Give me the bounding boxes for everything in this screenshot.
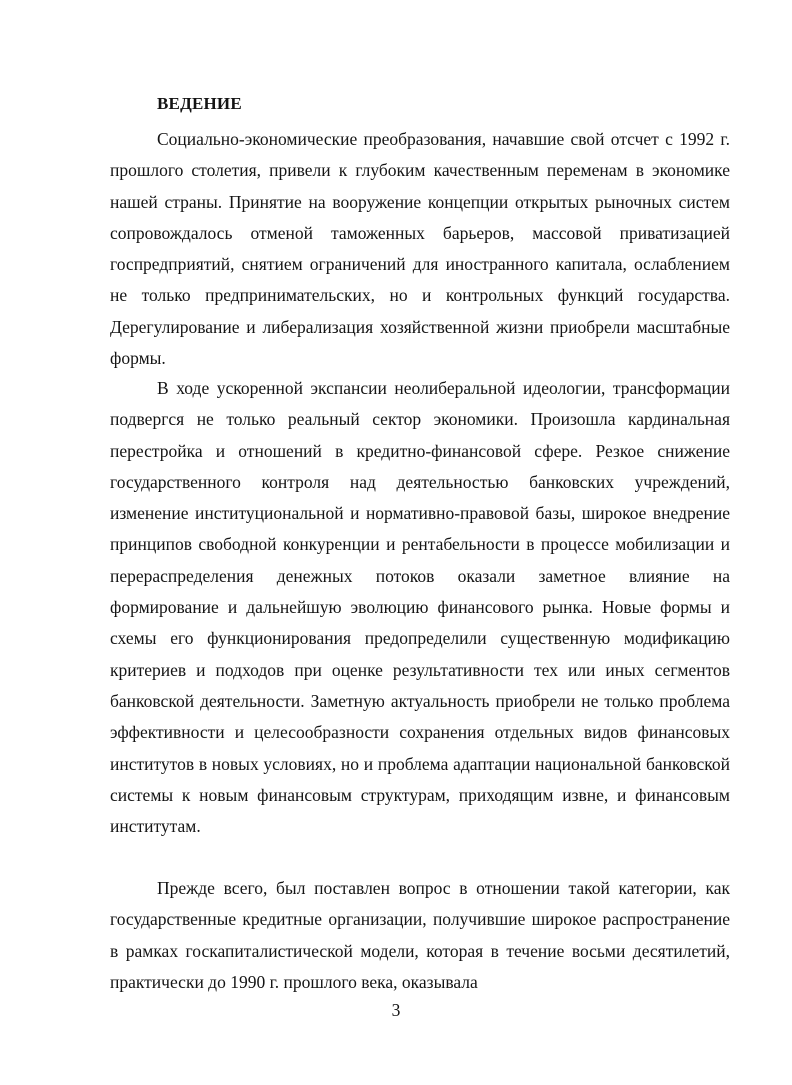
page-number: 3 <box>391 1000 401 1020</box>
paragraph-1: Социально-экономические преобразования, начавшие свой отсчет с 1992 г. прошлого столетия, привели к глубоким качественным переменам в экономике нашей страны. Принятие на вооружение концепции открытых рыночных систем сопровождалось отменой таможенных барьеров, массовой приватизацией госпредприятий, снятием ограничений для иностранного капитала, ослаблением не только предпринимательских, но и контрольных функций государства. Дерегулирование и либерализация хозяйственной жизни приобрели масштабные формы. <box>110 129 730 369</box>
paragraph-2: В ходе ускоренной экспансии неолиберальной идеологии, трансформации подвергся не только реальный сектор экономики. Произошла кардинальная перестройка и отношений в кредитно-финансовой сфере. Резкое снижение государственного контроля над деятельностью банковских учреждений, изменение институциональной и нормативно-правовой базы, широкое внедрение принципов свободной конкуренции и рентабельности в процессе мобилизации и перераспределения денежных потоков оказали заметное влияние на формирование и дальнейшую эволюцию финансового рынка. Новые формы и схемы его функционирования предопределили существенную модификацию критериев и подходов при оценке результативности тех или иных сегментов банковской деятельности. Заметную актуальность приобрели не только проблема эффективности и целесообразности сохранения отдельных видов финансовых институтов в новых условиях, но и проблема адаптации национальной банковской системы к новым финансовым структурам, приходящим извне, и финансовым институтам. <box>110 378 730 837</box>
paragraph-3: Прежде всего, был поставлен вопрос в отношении такой категории, как государственные кредитные организации, получившие широкое распространение в рамках госкапиталистической модели, которая в течение восьми десятилетий, практически до 1990 г. прошлого века, оказывала <box>110 878 730 992</box>
section-heading: ВЕДЕНИЕ <box>157 94 242 113</box>
